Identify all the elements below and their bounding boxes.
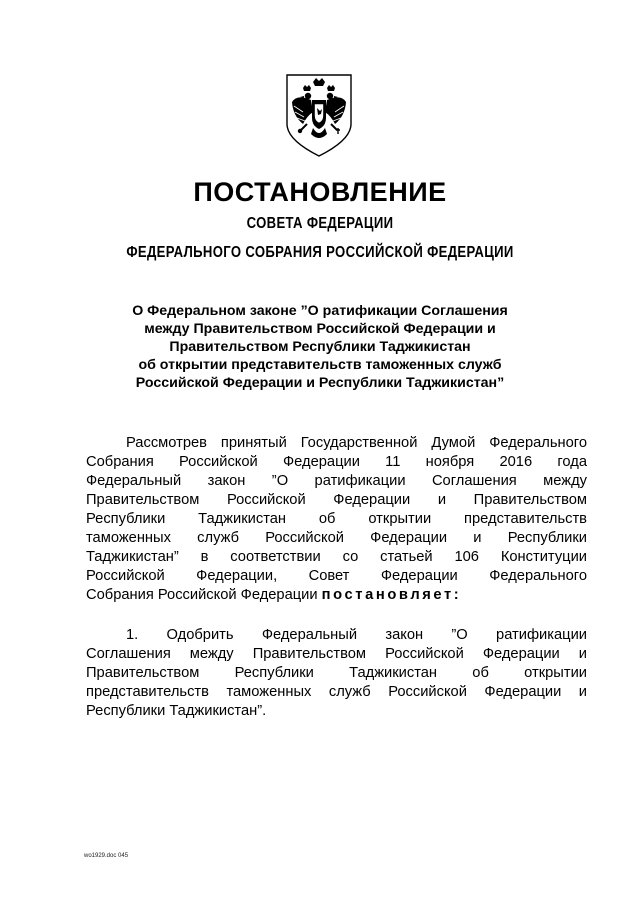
paragraph-line-prefix: Собрания Российской Федерации [86,587,322,603]
paragraph-last-line [86,586,587,605]
heading-line: Российской Федерации и Республики Таджикистан” [135,375,505,391]
paragraph-line: Республики Таджикистан”. [86,703,267,719]
document-subtitle-assembly: ФЕДЕРАЛЬНОГО СОБРАНИЯ РОССИЙСКОЙ ФЕДЕРАЦИИ [126,244,514,261]
resolution-preamble-paragraph [86,434,587,605]
heading-line: между Правительством Российской Федерации и [144,321,496,337]
paragraph-line: 1. Одобрить Федеральный закон ”О ратификации [126,627,587,643]
paragraph-line: Федеральный закон ”О ратификации Соглашения между [86,473,587,489]
document-heading [100,302,540,392]
paragraph-line: Правительством Республики Таджикистан об открытии [86,665,587,681]
heading-line: Правительством Республики Таджикистан [169,339,471,355]
paragraph-line: Собрания Российской Федерации 11 ноября 2016 года [86,454,587,470]
paragraph-line: представительств таможенных служб Российской Федерации и [86,684,587,700]
coat-of-arms-emblem-icon [283,72,355,158]
document-subtitle-council: СОВЕТА ФЕДЕРАЦИИ [246,215,394,232]
paragraph-line: таможенных служб Российской Федерации и Республики [86,530,587,546]
paragraph-line: Рассмотрев принятый Государственной Думой Федерального [126,435,587,451]
resolves-keyword: постановляет: [321,587,462,603]
paragraph-line: Таджикистан” в соответствии со статьей 106 Конституции [86,549,587,565]
heading-line: об открытии представительств таможенных служб [138,357,502,373]
document-title: ПОСТАНОВЛЕНИЕ [193,177,447,207]
document-file-code: wo1929.doc 045 [84,853,129,859]
paragraph-line: Соглашения между Правительством Российской Федерации и [86,646,587,662]
paragraph-line: Республики Таджикистан об открытии представительств [86,511,587,527]
paragraph-line: Российской Федерации, Совет Федерации Федерального [86,568,587,584]
heading-line: О Федеральном законе ”О ратификации Соглашения [132,303,508,319]
resolution-clause-1-paragraph [86,626,587,721]
paragraph-line: Правительством Российской Федерации и Правительством [86,492,587,508]
